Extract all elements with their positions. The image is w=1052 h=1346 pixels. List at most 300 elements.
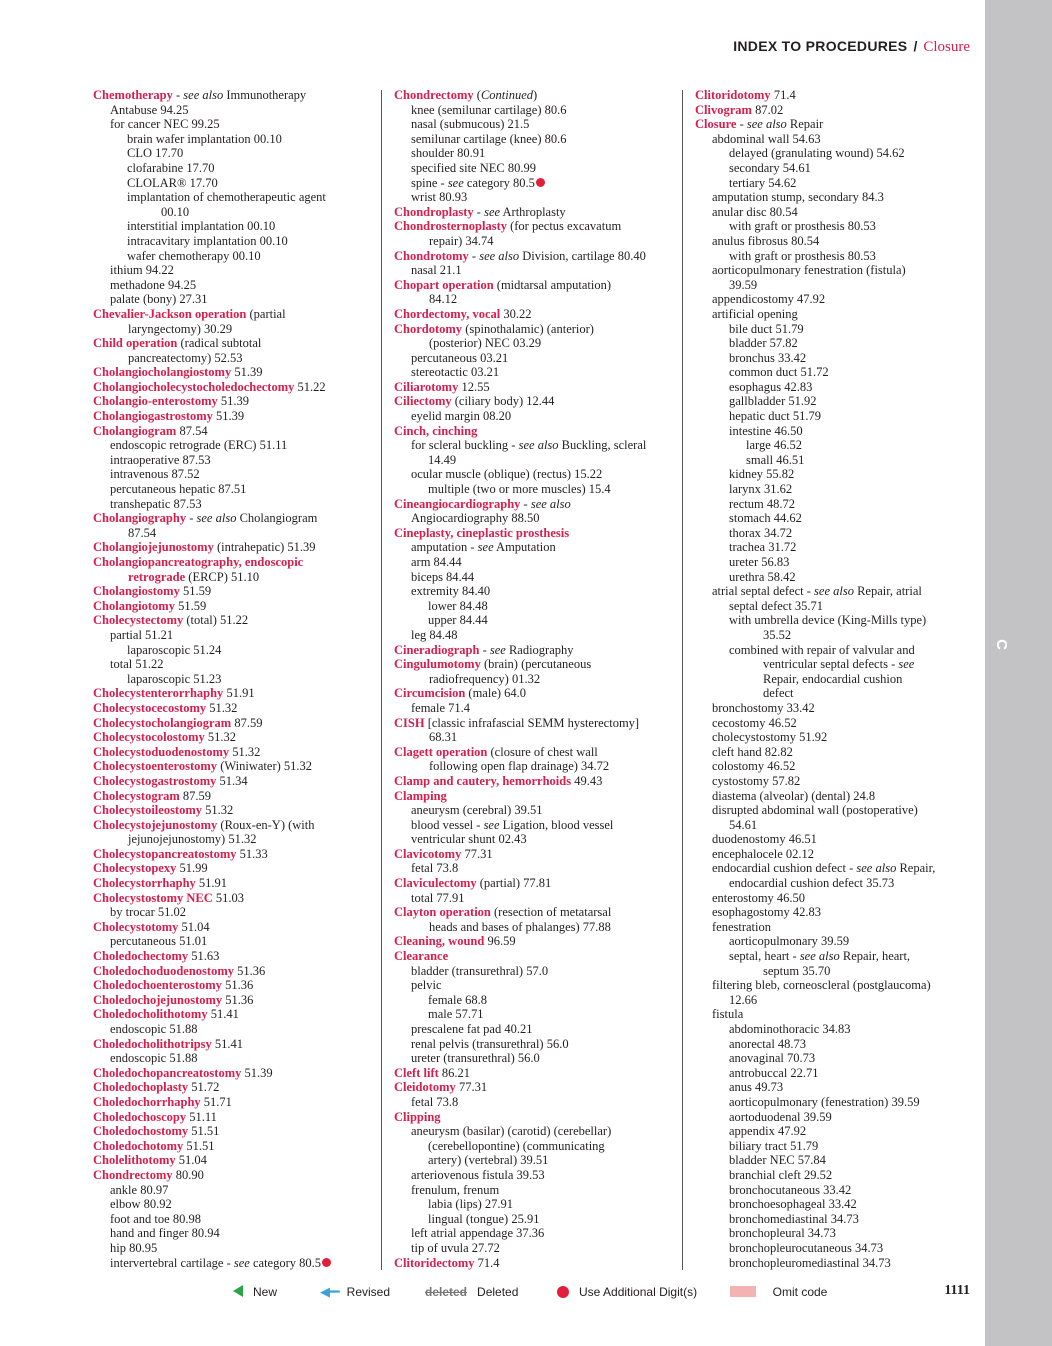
entry-text: 51.39 <box>231 365 263 380</box>
entry-text: duodenostomy 46.51 <box>712 832 817 847</box>
column-divider <box>682 90 683 1270</box>
entry-text: aorticopulmonary fenestration (fistula) 39.59 <box>712 263 906 292</box>
entry-text: 51.51 <box>183 1138 215 1153</box>
index-subentry <box>93 905 375 920</box>
entry-text: 51.59 <box>179 584 212 599</box>
entry-text: (partial) 77.81 <box>476 876 552 891</box>
index-main-term <box>394 278 676 307</box>
entry-text: stereotactic 03.21 <box>411 365 500 380</box>
index-main-term <box>394 876 676 891</box>
index-main-term <box>93 701 375 716</box>
cross-reference-italic: see <box>484 204 501 219</box>
entry-text: hand and finger 80.94 <box>110 1226 220 1241</box>
entry-text: methadone 94.25 <box>110 277 197 292</box>
entry-text: 87.02 <box>751 102 784 117</box>
index-subentry <box>695 1037 980 1052</box>
index-subentry <box>93 146 375 161</box>
index-subentry <box>695 424 980 439</box>
index-subentry <box>93 1051 375 1066</box>
index-main-term <box>93 891 375 906</box>
legend-digits-label: Use Additional Digit(s) <box>579 1285 698 1299</box>
index-subentry <box>394 190 676 205</box>
entry-text: nasal 21.1 <box>411 263 462 278</box>
index-subentry <box>695 643 980 701</box>
entry-text: combined with repair of valvular and ventricular septal defects - see Repair, endocardial cushion defect <box>729 642 915 701</box>
main-term-label: Cholangiogram <box>93 423 177 438</box>
index-subentry <box>93 292 375 307</box>
index-subentry <box>695 789 980 804</box>
entry-text: transhepatic 87.53 <box>110 496 202 511</box>
entry-text: artificial opening <box>712 306 798 321</box>
main-term-label: Cholecystenterorrhaphy <box>93 686 224 701</box>
entry-text: common duct 51.72 <box>729 365 829 380</box>
cross-reference-italic: see <box>483 817 500 832</box>
entry-text: 51.36 <box>234 963 266 978</box>
index-subentry <box>93 1183 375 1198</box>
main-term-label: Clamping <box>394 788 447 803</box>
index-main-term <box>93 1153 375 1168</box>
entry-text: kidney 55.82 <box>729 467 795 482</box>
entry-text: endocardial cushion defect - see also Repair, endocardial cushion defect 35.73 <box>712 861 936 891</box>
index-subentry <box>695 336 980 351</box>
entry-text: partial 51.21 <box>110 627 174 642</box>
index-subentry <box>695 1066 980 1081</box>
legend-bar <box>0 1283 985 1301</box>
index-subentry <box>695 234 980 249</box>
index-subentry <box>695 1080 980 1095</box>
main-term-label: Chordectomy, vocal <box>394 306 501 321</box>
entry-text: percutaneous 03.21 <box>411 350 509 365</box>
index-subentry <box>394 1168 676 1183</box>
entry-text: 51.32 <box>202 803 234 818</box>
main-term-label: Cholecystogastrostomy <box>93 773 217 788</box>
main-term-label: Cholecystopexy <box>93 861 177 876</box>
entry-text: ureter 56.83 <box>729 555 790 569</box>
main-term-label: Closure <box>695 117 737 132</box>
index-subentry <box>394 1197 676 1212</box>
entry-text: CLO 17.70 <box>127 146 184 161</box>
index-subentry <box>394 117 676 132</box>
index-main-term <box>93 1095 375 1110</box>
index-main-term <box>93 1139 375 1154</box>
entry-text: arm 84.44 <box>411 555 462 569</box>
index-main-term <box>394 526 676 541</box>
entry-text: bronchoesophageal 33.42 <box>729 1197 857 1212</box>
entry-text: hepatic duct 51.79 <box>729 409 821 424</box>
index-main-term <box>394 1066 676 1081</box>
index-main-term <box>394 394 676 409</box>
index-subentry <box>695 1241 980 1256</box>
index-subentry <box>695 803 980 832</box>
entry-text: bile duct 51.79 <box>729 321 804 336</box>
index-main-term <box>93 686 375 701</box>
main-term-label: Cholecystorrhaphy <box>93 876 196 891</box>
running-header <box>733 38 970 56</box>
main-term-label: Cholecystoileostomy <box>93 803 203 818</box>
entry-text: anulus fibrosus 80.54 <box>712 233 820 248</box>
entry-text: intracavitary implantation 00.10 <box>127 233 288 248</box>
index-subentry <box>93 190 375 219</box>
index-main-term <box>394 1110 676 1125</box>
index-main-term <box>394 322 676 351</box>
index-subentry <box>695 905 980 920</box>
index-main-term <box>93 511 375 540</box>
cross-reference-italic: see also <box>196 511 237 526</box>
main-term-label: Chondroplasty <box>394 204 474 219</box>
index-subentry <box>394 409 676 424</box>
main-term-label: Cineplasty, cineplastic prosthesis <box>394 525 570 540</box>
index-subentry <box>695 570 980 585</box>
entry-text: specified site NEC 80.99 <box>411 160 536 175</box>
entry-text: 77.31 <box>461 846 493 861</box>
index-main-term <box>695 88 980 103</box>
index-subentry <box>394 132 676 147</box>
index-main-term <box>394 307 676 322</box>
main-term-label: Cleaning, wound <box>394 934 485 949</box>
main-term-label: Clitoridotomy <box>695 88 771 102</box>
entry-text: branchial cleft 29.52 <box>729 1167 833 1182</box>
index-subentry <box>695 1168 980 1183</box>
main-term-label: Cholecystoduodenostomy <box>93 744 230 759</box>
entry-text: with umbrella device (King-Mills type) 35.52 <box>729 613 927 642</box>
main-term-label: Choledochoenterostomy <box>93 978 222 993</box>
index-main-term <box>93 1124 375 1139</box>
index-main-term <box>93 540 375 555</box>
index-subentry <box>695 1226 980 1241</box>
index-main-term <box>93 978 375 993</box>
entry-text: anorectal 48.73 <box>729 1036 807 1051</box>
main-term-label: Choledochotomy <box>93 1138 184 1153</box>
entry-text: 87.59 <box>231 715 263 730</box>
entry-text: - see also Cholangiogram 87.54 <box>128 511 318 540</box>
main-term-label: Child operation <box>93 336 178 351</box>
entry-text: atrial septal defect - see also Repair, atrial septal defect 35.71 <box>712 584 922 613</box>
index-main-term <box>394 686 676 701</box>
index-subentry <box>695 1007 980 1022</box>
entry-text: urethra 58.42 <box>729 569 796 584</box>
entry-text: - see also Immunotherapy <box>172 88 307 102</box>
index-subentry <box>695 1022 980 1037</box>
legend-new-label: New <box>253 1285 278 1299</box>
entry-text: 51.32 <box>229 744 261 759</box>
main-term-label: Cholecystocolostomy <box>93 730 205 745</box>
entry-text: [classic infrafascial SEMM hysterectomy] 68.31 <box>427 715 640 745</box>
entry-text: (male) 64.0 <box>465 686 527 701</box>
entry-text: clofarabine 17.70 <box>127 160 215 175</box>
index-main-term <box>93 599 375 614</box>
index-subentry <box>93 117 375 132</box>
cross-reference-italic: see <box>447 175 464 190</box>
index-subentry <box>695 394 980 409</box>
main-term-label: Cholangiostomy <box>93 584 180 599</box>
entry-text: large 46.52 <box>746 438 803 453</box>
entry-text: amputation stump, secondary 84.3 <box>712 190 884 205</box>
entry-text: prescalene fat pad 40.21 <box>411 1022 533 1036</box>
main-term-label: Cholangiogastrostomy <box>93 409 213 424</box>
index-subentry <box>695 540 980 555</box>
entry-text: 51.41 <box>211 1036 244 1051</box>
index-main-term <box>394 949 676 964</box>
index-subentry <box>394 861 676 876</box>
entry-text: (brain) (percutaneous radiofrequency) 01.32 <box>429 657 592 686</box>
pink-swatch-icon <box>730 1286 756 1297</box>
entry-text: ithium 94.22 <box>110 263 174 278</box>
main-term-label: Clagett operation <box>394 744 488 759</box>
deleted-sample-text: deleted <box>425 1285 468 1299</box>
main-term-label: Ciliectomy <box>394 394 452 409</box>
entry-text: percutaneous hepatic 87.51 <box>110 482 247 497</box>
entry-text: 51.99 <box>176 861 208 876</box>
legend-deleted-label: Deleted <box>477 1285 519 1299</box>
entry-text: female 71.4 <box>411 700 471 715</box>
index-subentry <box>695 759 980 774</box>
index-subentry <box>394 701 676 716</box>
index-subentry <box>695 132 980 147</box>
entry-text: biceps 84.44 <box>411 569 475 584</box>
entry-text: elbow 80.92 <box>110 1197 172 1212</box>
entry-text: 49.43 <box>571 773 603 788</box>
entry-text: (ciliary body) 12.44 <box>451 394 555 409</box>
main-term-label: Cholangiojejunostomy <box>93 540 214 555</box>
entry-text: ankle 80.97 <box>110 1182 169 1197</box>
index-main-term <box>394 497 676 512</box>
index-subentry <box>695 409 980 424</box>
main-term-label: Cholecystostomy NEC <box>93 890 213 905</box>
main-term-label: Cholecystoenterostomy <box>93 759 218 774</box>
main-term-label: Choledochorrhaphy <box>93 1094 201 1109</box>
entry-text: intervertebral cartilage - see category 80.5 <box>110 1255 322 1270</box>
main-term-label: Cholecystotomy <box>93 919 179 934</box>
index-subentry <box>394 103 676 118</box>
entry-text: with graft or prosthesis 80.53 <box>729 219 876 234</box>
main-term-label: Cholecystocholangiogram <box>93 715 232 730</box>
entry-text: cholecystostomy 51.92 <box>712 730 828 745</box>
entry-text: male 57.71 <box>428 1007 484 1022</box>
cross-reference-italic: see also <box>814 584 854 599</box>
index-subentry <box>695 1139 980 1154</box>
page-number: 1111 <box>944 1283 970 1298</box>
entry-text: aorticopulmonary (fenestration) 39.59 <box>729 1094 920 1109</box>
entry-text: - see Arthroplasty <box>473 204 566 219</box>
index-main-term <box>394 1080 676 1095</box>
entry-text: 96.59 <box>484 934 516 949</box>
cross-reference-italic: see <box>898 657 915 672</box>
entry-text: Angiocardiography 88.50 <box>411 511 540 526</box>
entry-text: 80.90 <box>172 1167 204 1182</box>
index-subentry <box>394 891 676 906</box>
entry-text: 51.36 <box>221 978 254 993</box>
main-term-label: Choledochostomy <box>93 1124 189 1139</box>
entry-text: (for pectus excavatum repair) 34.74 <box>429 219 622 248</box>
entry-text: trachea 31.72 <box>729 540 797 555</box>
index-main-term <box>394 380 676 395</box>
index-main-term <box>93 394 375 409</box>
index-main-term <box>93 716 375 731</box>
index-subentry <box>695 146 980 161</box>
entry-text: 51.34 <box>216 773 248 788</box>
entry-text: secondary 54.61 <box>729 160 811 175</box>
index-main-term <box>93 336 375 365</box>
entry-text: 86.21 <box>438 1065 471 1080</box>
entry-text: 51.39 <box>217 394 250 409</box>
entry-text: upper 84.44 <box>428 613 488 628</box>
index-main-term <box>93 803 375 818</box>
entry-text: intraoperative 87.53 <box>110 452 211 467</box>
main-term-label: Chondrotomy <box>394 248 469 263</box>
main-term-label: Choledochopancreatostomy <box>93 1065 242 1080</box>
index-subentry <box>394 1241 676 1256</box>
main-term-label: Chondrectomy <box>93 1167 173 1182</box>
entry-text: 30.22 <box>500 306 532 321</box>
index-main-term <box>93 745 375 760</box>
entry-text: (total) 51.22 <box>183 613 249 628</box>
main-term-label: Choledocholithotripsy <box>93 1036 212 1051</box>
entry-text: - see also <box>520 496 571 511</box>
entry-text: CLOLAR® 17.70 <box>127 175 218 190</box>
entry-text: for scleral buckling - see also Buckling, scleral 14.49 <box>411 438 647 467</box>
entry-text: blood vessel - see Ligation, blood vessel <box>411 817 614 832</box>
main-term-label: Cingulumotomy <box>394 657 481 672</box>
entry-text: fetal 73.8 <box>411 1094 459 1109</box>
entry-text: bronchus 33.42 <box>729 350 807 365</box>
index-main-term <box>93 584 375 599</box>
entry-text: tip of uvula 27.72 <box>411 1240 500 1255</box>
index-column-3 <box>695 88 980 1270</box>
index-subentry <box>93 278 375 293</box>
red-dot-icon <box>557 1286 569 1298</box>
entry-text: endoscopic retrograde (ERC) 51.11 <box>110 438 288 453</box>
index-subentry <box>93 103 375 118</box>
entry-text: (ERCP) 51.10 <box>185 569 260 584</box>
index-subentry <box>394 467 676 482</box>
entry-text: wrist 80.93 <box>411 190 468 205</box>
index-main-term <box>93 365 375 380</box>
entry-text: anovaginal 70.73 <box>729 1051 816 1066</box>
main-term-label: CISH <box>394 715 425 730</box>
cross-reference-italic: see <box>233 1255 250 1270</box>
entry-text: 51.71 <box>200 1094 232 1109</box>
entry-text: wafer chemotherapy 00.10 <box>127 248 261 263</box>
index-subentry <box>695 949 980 978</box>
entry-text: disrupted abdominal wall (postoperative) 54.61 <box>712 803 918 832</box>
index-subentry <box>394 993 676 1008</box>
cross-reference-italic: see also <box>856 861 897 876</box>
index-subentry <box>695 176 980 191</box>
main-term-label: Clearance <box>394 949 449 964</box>
main-term-label: Cholangiocholecystocholedochectomy <box>93 379 295 394</box>
cross-reference-italic: see also <box>530 496 571 511</box>
index-main-term <box>93 1168 375 1183</box>
header-section: Closure <box>923 39 970 55</box>
index-main-term <box>93 861 375 876</box>
main-term-label: Cholecystectomy <box>93 613 184 628</box>
index-subentry <box>394 511 676 526</box>
index-subentry <box>695 205 980 220</box>
main-term-label: Circumcision <box>394 686 466 701</box>
main-term-label: Cholecystogram <box>93 788 180 803</box>
entry-text: 51.04 <box>178 919 210 934</box>
thumb-tab-letter: C <box>992 639 1010 650</box>
entry-text: 51.63 <box>188 949 220 964</box>
index-subentry <box>394 1007 676 1022</box>
index-subentry <box>93 453 375 468</box>
index-main-term <box>93 759 375 774</box>
index-subentry <box>394 1124 676 1168</box>
index-subentry <box>394 263 676 278</box>
entry-text: 51.32 <box>204 730 237 745</box>
index-main-term <box>93 1080 375 1095</box>
entry-text: encephalocele 02.12 <box>712 846 815 861</box>
index-subentry <box>93 467 375 482</box>
index-main-term <box>93 1066 375 1081</box>
index-subentry <box>394 628 676 643</box>
index-subentry <box>93 628 375 643</box>
cross-reference-italic: see also <box>746 117 787 132</box>
index-subentry <box>695 526 980 541</box>
entry-text: esophagus 42.83 <box>729 379 813 394</box>
index-subentry <box>93 482 375 497</box>
entry-text: female 68.8 <box>428 992 488 1007</box>
index-subentry <box>695 774 980 789</box>
entry-text: (Continued) <box>473 88 538 102</box>
header-separator: / <box>913 38 918 54</box>
index-main-term <box>93 307 375 336</box>
index-main-term <box>93 774 375 789</box>
index-main-term <box>394 249 676 264</box>
entry-text: small 46.51 <box>746 452 805 467</box>
entry-text: nasal (submucous) 21.5 <box>411 117 530 132</box>
index-subentry <box>93 249 375 264</box>
index-subentry <box>695 322 980 337</box>
entry-text: semilunar cartilage (knee) 80.6 <box>411 131 567 146</box>
main-term-label: Cineangiocardiography <box>394 496 521 511</box>
index-main-term <box>93 613 375 628</box>
entry-text: intravenous 87.52 <box>110 467 200 482</box>
entry-text: bronchopleuromediastinal 34.73 <box>729 1255 891 1270</box>
index-main-term <box>394 774 676 789</box>
index-subentry <box>695 730 980 745</box>
index-subentry <box>695 920 980 935</box>
entry-text: eyelid margin 08.20 <box>411 409 512 424</box>
main-term-label: Cleidotomy <box>394 1080 456 1095</box>
entry-text: bronchomediastinal 34.73 <box>729 1211 859 1226</box>
index-subentry <box>93 176 375 191</box>
index-main-term <box>394 219 676 248</box>
legend-deleted <box>425 1283 518 1301</box>
entry-text: laparoscopic 51.24 <box>127 642 222 657</box>
index-subentry <box>93 1226 375 1241</box>
index-subentry <box>695 701 980 716</box>
index-subentry <box>394 964 676 979</box>
index-subentry <box>93 263 375 278</box>
index-main-term <box>93 920 375 935</box>
entry-text: frenulum, frenum <box>411 1182 500 1197</box>
index-subentry <box>695 380 980 395</box>
main-term-label: Chordotomy <box>394 321 463 336</box>
entry-text: 12.55 <box>458 379 490 394</box>
index-subentry <box>394 978 676 993</box>
entry-text: interstitial implantation 00.10 <box>127 219 276 234</box>
index-subentry <box>695 190 980 205</box>
entry-text: (intrahepatic) 51.39 <box>213 540 316 555</box>
index-subentry <box>93 161 375 176</box>
header-title: INDEX TO PROCEDURES <box>733 38 908 54</box>
entry-text: (midtarsal amputation) 84.12 <box>429 277 611 307</box>
entry-text: abdominothoracic 34.83 <box>729 1022 851 1036</box>
cross-reference-italic: see <box>477 540 494 555</box>
entry-text: (closure of chest wall following open flap drainage) 34.72 <box>429 744 610 774</box>
index-subentry <box>695 467 980 482</box>
